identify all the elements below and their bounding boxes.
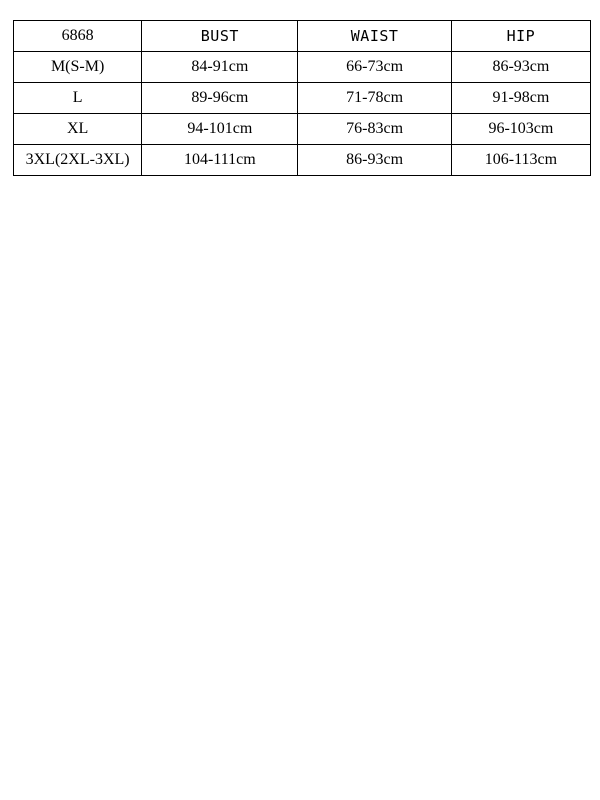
table-row xyxy=(14,145,591,176)
size-cell: L xyxy=(14,83,142,114)
table-row xyxy=(14,83,591,114)
hip-cell: 96-103cm xyxy=(451,114,590,145)
header-waist: WAIST xyxy=(298,21,451,52)
waist-cell: 71-78cm xyxy=(298,83,451,114)
hip-cell: 106-113cm xyxy=(451,145,590,176)
bust-cell: 94-101cm xyxy=(142,114,298,145)
size-cell: M(S-M) xyxy=(14,52,142,83)
bust-cell: 89-96cm xyxy=(142,83,298,114)
table-row xyxy=(14,52,591,83)
bust-cell: 84-91cm xyxy=(142,52,298,83)
size-cell: XL xyxy=(14,114,142,145)
hip-cell: 86-93cm xyxy=(451,52,590,83)
header-bust: BUST xyxy=(142,21,298,52)
header-hip: HIP xyxy=(451,21,590,52)
table-row xyxy=(14,114,591,145)
hip-cell: 91-98cm xyxy=(451,83,590,114)
waist-cell: 76-83cm xyxy=(298,114,451,145)
waist-cell: 86-93cm xyxy=(298,145,451,176)
header-style-code: 6868 xyxy=(14,21,142,52)
table-header-row xyxy=(14,21,591,52)
waist-cell: 66-73cm xyxy=(298,52,451,83)
bust-cell: 104-111cm xyxy=(142,145,298,176)
size-cell: 3XL(2XL-3XL) xyxy=(14,145,142,176)
size-chart-table xyxy=(13,20,591,176)
